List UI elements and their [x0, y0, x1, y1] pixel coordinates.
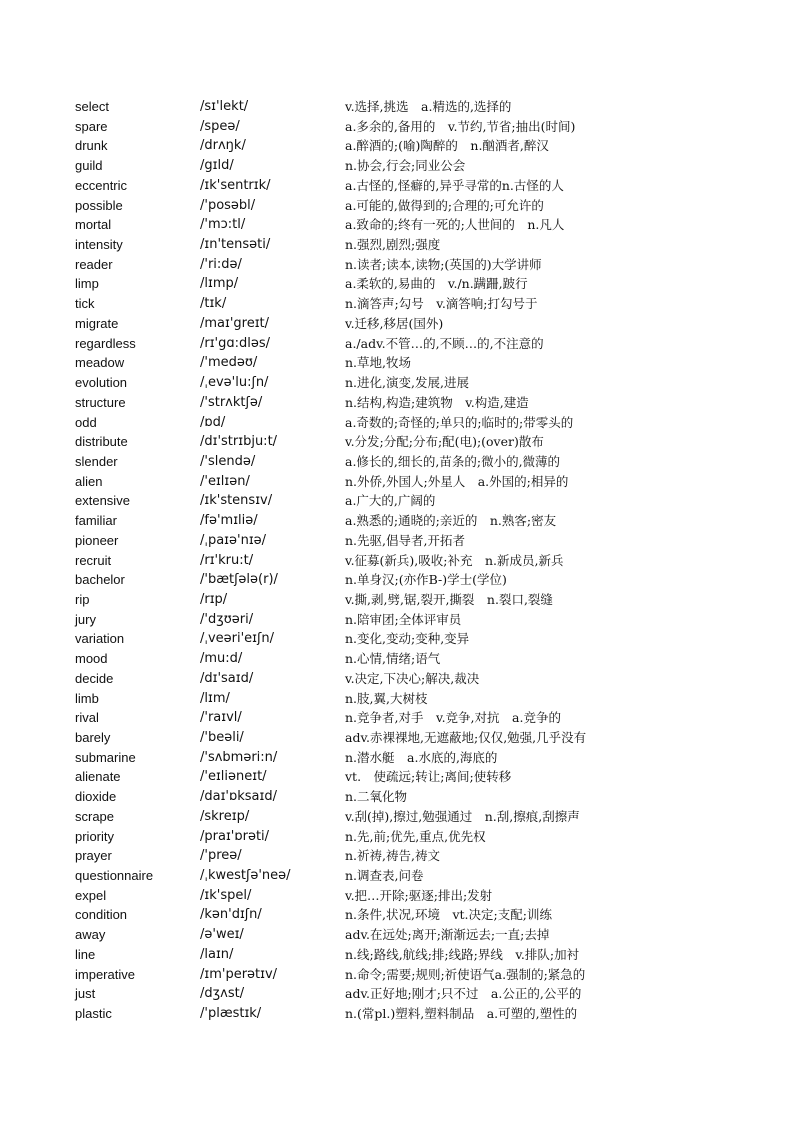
- vocab-phonetic: /'eɪliəneɪt/: [200, 769, 267, 785]
- vocab-row: [0, 886, 800, 906]
- vocab-row: [0, 925, 800, 945]
- vocab-phonetic: /ˌveəri'eɪʃn/: [200, 631, 274, 647]
- vocab-definition: n.潜水艇 a.水底的,海底的: [345, 749, 498, 765]
- vocab-row: [0, 590, 800, 610]
- vocab-word: mood: [75, 651, 108, 667]
- vocab-row: [0, 570, 800, 590]
- vocab-row: [0, 432, 800, 452]
- vocab-phonetic: /'dʒʊəri/: [200, 611, 254, 627]
- vocab-definition: n.祈祷,祷告,祷文: [345, 848, 440, 864]
- vocab-definition: n.单身汉;(亦作B-)学士(学位): [345, 572, 507, 588]
- vocab-phonetic: /'bætʃələ(r)/: [200, 572, 278, 588]
- vocab-phonetic: /ə'weɪ/: [200, 927, 244, 943]
- vocab-phonetic: /laɪn/: [200, 946, 234, 962]
- vocab-phonetic: /lɪm/: [200, 690, 230, 706]
- vocab-definition: a.修长的,细长的,苗条的;微小的,微薄的: [345, 453, 561, 469]
- vocab-word: limp: [75, 276, 99, 292]
- vocab-phonetic: /ˌevə'lu:ʃn/: [200, 375, 269, 391]
- vocab-phonetic: /'medəʊ/: [200, 355, 258, 371]
- vocab-phonetic: /'eɪlɪən/: [200, 473, 250, 489]
- vocab-definition: n.肢,翼,大树枝: [345, 690, 428, 706]
- vocab-word: select: [75, 99, 109, 114]
- vocab-row: [0, 511, 800, 531]
- vocab-definition: n.读者;读本,读物;(英国的)大学讲师: [345, 256, 542, 272]
- vocab-word: limb: [75, 690, 99, 706]
- vocab-definition: n.命令;需要;规则;祈使语气a.强制的;紧急的: [345, 966, 586, 982]
- vocab-row: [0, 689, 800, 709]
- vocab-word: dioxide: [75, 789, 117, 805]
- vocab-word: possible: [75, 197, 123, 213]
- vocab-row: [0, 807, 800, 827]
- vocab-row: [0, 393, 800, 413]
- vocab-phonetic: /praɪ'ɒrəti/: [200, 828, 270, 844]
- vocab-definition: n.草地,牧场: [345, 355, 411, 371]
- vocab-definition: n.竞争者,对手 v.竞争,对抗 a.竞争的: [345, 710, 561, 726]
- vocab-definition: a.柔软的,易曲的 v./n.蹒跚,跛行: [345, 276, 528, 292]
- vocab-word: condition: [75, 907, 128, 923]
- vocab-definition: v.分发;分配;分布;配(电);(over)散布: [345, 434, 544, 450]
- vocab-row: [0, 353, 800, 373]
- vocab-row: [0, 235, 800, 255]
- vocab-definition: n.滴答声;勾号 v.滴答响;打勾号于: [345, 296, 538, 312]
- vocab-row: [0, 945, 800, 965]
- vocab-row: [0, 649, 800, 669]
- vocab-definition: a./adv.不管…的,不顾…的,不注意的: [345, 335, 544, 351]
- vocab-phonetic: /rɪp/: [200, 591, 228, 607]
- vocab-row: [0, 413, 800, 433]
- vocab-row: [0, 156, 800, 176]
- vocab-row: [0, 610, 800, 630]
- vocab-definition: n.陪审团;全体评审员: [345, 611, 462, 627]
- vocab-phonetic: /sɪ'lekt/: [200, 99, 249, 114]
- vocab-word: guild: [75, 158, 103, 174]
- vocab-phonetic: /'mɔ:tl/: [200, 217, 246, 233]
- vocab-row: [0, 491, 800, 511]
- vocab-row: [0, 452, 800, 472]
- vocab-phonetic: /'slendə/: [200, 453, 256, 469]
- vocab-phonetic: /'beəli/: [200, 730, 244, 745]
- vocab-row: [0, 669, 800, 689]
- vocab-word: drunk: [75, 138, 108, 154]
- vocab-definition: n.线;路线,航线;排;线路;界线 v.排队;加衬: [345, 946, 580, 962]
- vocab-word: away: [75, 927, 106, 943]
- vocab-word: slender: [75, 453, 118, 469]
- vocab-row: [0, 472, 800, 492]
- vocab-phonetic: /ɪk'spel/: [200, 887, 252, 903]
- vocab-row: [0, 531, 800, 551]
- vocab-phonetic: /ɪk'stensɪv/: [200, 493, 273, 509]
- vocab-row: [0, 787, 800, 807]
- vocab-definition: n.心情,情绪;语气: [345, 651, 441, 667]
- vocab-phonetic: /rɪ'gɑ:dləs/: [200, 335, 271, 351]
- vocab-word: bachelor: [75, 572, 125, 588]
- vocab-word: tick: [75, 296, 95, 312]
- vocab-definition: v.选择,挑选 a.精选的,选择的: [345, 99, 512, 114]
- vocab-word: regardless: [75, 335, 136, 351]
- vocab-phonetic: /fə'mɪliə/: [200, 513, 258, 529]
- vocab-word: jury: [75, 611, 96, 627]
- vocab-definition: n.(常pl.)塑料,塑料制品 a.可塑的,塑性的: [345, 1006, 578, 1022]
- vocab-row: [0, 136, 800, 156]
- vocab-definition: n.先,前;优先,重点,优先权: [345, 828, 486, 844]
- vocab-word: familiar: [75, 513, 117, 529]
- vocab-word: alienate: [75, 769, 121, 785]
- vocab-phonetic: /'sʌbməri:n/: [200, 749, 278, 765]
- vocab-row: [0, 629, 800, 649]
- vocab-definition: n.变化,变动;变种,变异: [345, 631, 470, 647]
- vocab-phonetic: /lɪmp/: [200, 276, 239, 292]
- vocab-phonetic: /mu:d/: [200, 651, 243, 667]
- vocab-definition: v.刮(掉),擦过,勉强通过 n.刮,擦痕,刮擦声: [345, 808, 580, 824]
- vocab-word: alien: [75, 473, 103, 489]
- vocab-definition: v.征募(新兵),吸收;补充 n.新成员,新兵: [345, 552, 564, 568]
- vocab-word: rip: [75, 591, 90, 607]
- vocab-phonetic: /'preə/: [200, 848, 242, 864]
- vocab-phonetic: /ˌpaɪə'nɪə/: [200, 532, 267, 548]
- vocab-definition: n.调查表,问卷: [345, 868, 424, 884]
- vocab-definition: a.致命的;终有一死的;人世间的 n.凡人: [345, 217, 565, 233]
- vocab-word: priority: [75, 828, 115, 844]
- vocab-phonetic: /speə/: [200, 118, 240, 134]
- vocab-phonetic: /gɪld/: [200, 158, 234, 174]
- vocab-word: evolution: [75, 375, 128, 391]
- vocab-row: [0, 708, 800, 728]
- vocab-row: [0, 117, 800, 137]
- vocab-row: [0, 748, 800, 768]
- vocab-row: [0, 827, 800, 847]
- vocab-phonetic: /maɪ'greɪt/: [200, 315, 270, 331]
- vocab-row: [0, 97, 800, 117]
- vocab-row: [0, 728, 800, 748]
- vocabulary-list: [0, 97, 800, 1024]
- vocab-row: [0, 767, 800, 787]
- vocab-phonetic: /dɪ'strɪbju:t/: [200, 434, 278, 450]
- vocab-word: line: [75, 946, 96, 962]
- vocab-phonetic: /'ri:də/: [200, 256, 242, 272]
- vocab-row: [0, 551, 800, 571]
- vocab-word: submarine: [75, 749, 136, 765]
- vocab-phonetic: /'posəbl/: [200, 197, 256, 213]
- vocab-definition: n.强烈,剧烈;强度: [345, 237, 441, 253]
- vocab-word: barely: [75, 730, 111, 745]
- vocab-definition: a.可能的,做得到的;合理的;可允许的: [345, 197, 544, 213]
- vocab-word: distribute: [75, 434, 128, 450]
- vocab-definition: n.二氧化物: [345, 789, 408, 805]
- vocab-definition: n.进化,演变,发展,进展: [345, 375, 469, 391]
- vocab-word: extensive: [75, 493, 130, 509]
- vocab-word: scrape: [75, 808, 115, 824]
- vocab-definition: vt. 使疏远;转让;离间;使转移: [345, 769, 512, 785]
- vocab-definition: v.决定,下决心;解决,裁决: [345, 670, 480, 686]
- vocab-definition: n.外侨,外国人;外星人 a.外国的;相异的: [345, 473, 569, 489]
- vocab-row: [0, 274, 800, 294]
- vocab-word: rival: [75, 710, 99, 726]
- vocab-phonetic: /tɪk/: [200, 296, 227, 312]
- vocab-phonetic: /'raɪvl/: [200, 710, 242, 726]
- vocab-row: [0, 334, 800, 354]
- vocab-word: questionnaire: [75, 868, 154, 884]
- vocab-definition: n.结构,构造;建筑物 v.构造,建造: [345, 394, 529, 410]
- vocab-phonetic: /'strʌktʃə/: [200, 394, 263, 410]
- vocab-definition: n.先驱,倡导者,开拓者: [345, 532, 465, 548]
- vocab-row: [0, 314, 800, 334]
- vocab-row: [0, 866, 800, 886]
- vocab-phonetic: /ɒd/: [200, 414, 226, 430]
- vocab-definition: v.迁移,移居(国外): [345, 315, 444, 331]
- vocab-word: just: [75, 986, 96, 1002]
- vocab-phonetic: /daɪ'ɒksaɪd/: [200, 789, 277, 805]
- vocab-phonetic: /skreɪp/: [200, 808, 250, 824]
- vocab-word: expel: [75, 887, 107, 903]
- vocab-definition: n.条件,状况,环境 vt.决定;支配;训练: [345, 907, 552, 923]
- vocab-phonetic: /rɪ'kru:t/: [200, 552, 254, 568]
- vocab-row: [0, 373, 800, 393]
- vocab-definition: v.把…开除;驱逐;排出;发射: [345, 887, 493, 903]
- vocab-word: pioneer: [75, 532, 119, 548]
- vocab-word: mortal: [75, 217, 112, 233]
- vocab-word: odd: [75, 414, 97, 430]
- vocab-word: migrate: [75, 315, 119, 331]
- vocab-phonetic: /kən'dɪʃn/: [200, 907, 262, 923]
- vocab-row: [0, 255, 800, 275]
- vocab-word: prayer: [75, 848, 112, 864]
- vocab-phonetic: /ɪk'sentrɪk/: [200, 177, 271, 193]
- vocab-definition: a.奇数的;奇怪的;单只的;临时的;带零头的: [345, 414, 574, 430]
- vocab-word: plastic: [75, 1006, 112, 1022]
- vocab-word: eccentric: [75, 177, 128, 193]
- vocab-word: variation: [75, 631, 125, 647]
- vocab-phonetic: /'plæstɪk/: [200, 1006, 262, 1022]
- vocab-definition: a.广大的,广阔的: [345, 493, 436, 509]
- vocab-word: imperative: [75, 966, 135, 982]
- vocab-row: [0, 1004, 800, 1024]
- vocab-row: [0, 215, 800, 235]
- vocab-row: [0, 176, 800, 196]
- vocab-definition: adv.正好地;刚才;只不过 a.公正的,公平的: [345, 986, 582, 1002]
- vocab-word: intensity: [75, 237, 123, 253]
- vocab-row: [0, 905, 800, 925]
- vocab-phonetic: /ɪm'perətɪv/: [200, 966, 278, 982]
- vocab-definition: v.撕,剥,劈,锯,裂开,撕裂 n.裂口,裂缝: [345, 591, 553, 607]
- vocab-row: [0, 196, 800, 216]
- vocab-row: [0, 846, 800, 866]
- vocab-row: [0, 294, 800, 314]
- vocab-phonetic: /ˌkwestʃə'neə/: [200, 868, 291, 884]
- vocab-word: decide: [75, 670, 114, 686]
- vocab-phonetic: /ɪn'tensəti/: [200, 237, 271, 253]
- vocab-row: [0, 984, 800, 1004]
- vocab-definition: a.醉酒的;(喻)陶醉的 n.酗酒者,醉汉: [345, 138, 549, 154]
- vocab-definition: adv.在远处;离开;渐渐远去;一直;去掉: [345, 927, 550, 943]
- vocab-word: recruit: [75, 552, 112, 568]
- vocab-definition: a.熟悉的;通晓的;亲近的 n.熟客;密友: [345, 513, 557, 529]
- vocab-row: [0, 965, 800, 985]
- vocab-word: spare: [75, 118, 108, 134]
- vocab-phonetic: /dʒʌst/: [200, 986, 245, 1002]
- vocab-definition: a.多余的,备用的 v.节约,节省;抽出(时间): [345, 118, 576, 134]
- vocab-word: structure: [75, 394, 126, 410]
- vocab-definition: a.古怪的,怪癖的,异乎寻常的n.古怪的人: [345, 177, 564, 193]
- vocab-phonetic: /drʌŋk/: [200, 138, 246, 154]
- vocab-phonetic: /dɪ'saɪd/: [200, 670, 254, 686]
- vocab-definition: adv.赤裸裸地,无遮蔽地;仅仅,勉强,几乎没有: [345, 730, 587, 745]
- vocab-word: meadow: [75, 355, 125, 371]
- vocab-word: reader: [75, 256, 113, 272]
- vocab-definition: n.协会,行会;同业公会: [345, 158, 466, 174]
